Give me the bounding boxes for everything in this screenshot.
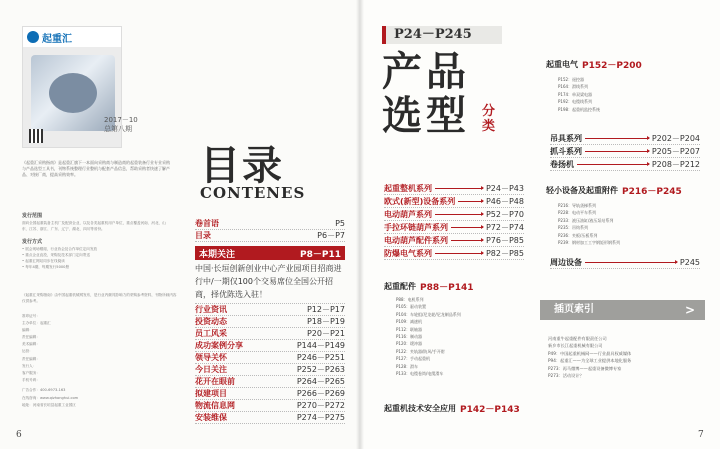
list-item: P236：夹板/压板系列	[558, 232, 598, 238]
list-item: P235：吊钩系列	[558, 225, 589, 231]
list-item: P239：钢材加工工字钢矩形钢系列	[558, 240, 621, 246]
category-item[interactable]: 电动葫芦系列 P52－P70	[384, 208, 524, 221]
masthead-info: 准印证号： 主办单位：起重汇 编辑： 责任编辑： 美术编辑： 运营： 责任编辑： 发行人： 客户服务： 手机号码：	[22, 314, 51, 382]
list-item: P152：遥控器	[558, 77, 585, 82]
list-item: P116：制动器	[396, 334, 423, 340]
arrow-right-icon	[458, 201, 483, 202]
classification-label: 分类	[482, 104, 496, 134]
list-item: P122：夹轨器/防风/手开钳	[396, 348, 445, 354]
toc-item[interactable]: 物流信息网 P270－P272	[195, 401, 345, 410]
toc-title-en: CONTENES	[200, 184, 306, 202]
spine-shadow	[356, 0, 364, 449]
toc-item[interactable]: 安装维保 P274－P275	[195, 413, 345, 422]
toc-item[interactable]: 今日关注 P252－P263	[195, 365, 345, 374]
light-equipment-list	[558, 202, 620, 246]
toc-item[interactable]: 投资动态 P18－P19	[195, 317, 345, 326]
list-item: P228：电动平车系列	[558, 210, 597, 216]
arrow-right-icon	[435, 188, 483, 189]
list-item: P273：再马微博——起重设备微博专家	[548, 365, 622, 371]
list-item: P216：导轨货梯系列	[558, 203, 597, 208]
list-item: P120：缓冲器	[396, 341, 423, 347]
logo-icon	[27, 31, 39, 43]
toc-item[interactable]: 卷首语 P5	[195, 219, 345, 228]
contact-info: 广告合作：400-6973-163 在线咨询：www.qizhonghui.com 地址：河南省长垣县起重工业园区	[22, 388, 79, 407]
list-item: P198：起重机监控系统	[558, 106, 601, 112]
list-item: P174：单双梁电器	[558, 91, 593, 97]
right-page	[360, 0, 720, 449]
page-number-left: 6	[16, 430, 22, 440]
product-selection-title: 产品 选型	[382, 48, 470, 139]
cover-logo-text: 起重汇	[42, 33, 72, 45]
safety-heading[interactable]: 起重机技术安全应用 P142－P143	[384, 404, 520, 415]
list-item: P273：活动设计？	[548, 373, 584, 379]
category-item[interactable]: 电动葫芦配件系列 P76－P85	[384, 234, 524, 247]
channel-heading: 发行方式	[22, 239, 43, 245]
surround-equipment	[550, 256, 700, 269]
list-item: P104：车轮组/尼龙轮/尼龙制品系列	[396, 311, 461, 317]
arrow-right-icon	[451, 227, 483, 228]
parts-heading[interactable]: 起重配件 P88－P141	[384, 282, 474, 293]
qr-code-icon	[29, 129, 43, 143]
category-item[interactable]: 防爆电气系列 P82－P85	[384, 247, 524, 260]
list-item: 河南重牛起重配件有限责任公司	[548, 336, 607, 341]
list-item: P49：中国起重机械网——行业最具权威媒体	[548, 350, 632, 356]
page-number-right: 7	[698, 430, 704, 440]
arrow-right-icon	[585, 151, 649, 152]
light-equipment-heading[interactable]: 轻小设备及起重附件 P216－P245	[546, 186, 682, 197]
publication-notice: 《起重汇采购指南》由中国起重机械网发布，是行业内颇具影响力的采购参考资料，刊物所载内容仅供参考。	[22, 293, 177, 303]
toc-item[interactable]: 花开在眼前 P264－P265	[195, 377, 345, 386]
category-item[interactable]: 周边设备 P245	[550, 256, 700, 269]
category-item[interactable]: 欧式(新型)设备系列 P46－P48	[384, 195, 524, 208]
toc-item[interactable]: 目录 P6－P7	[195, 231, 345, 240]
arrow-right-icon	[577, 164, 649, 165]
toc-list	[195, 218, 345, 424]
list-item: P233：液压油缸/液压泵站系列	[558, 217, 614, 223]
toc-item[interactable]: 成功案例分享 P144－P149	[195, 341, 345, 350]
toc-item[interactable]: 员工风采 P20－P21	[195, 329, 345, 338]
parts-list	[396, 296, 461, 377]
misc-category-list	[550, 132, 700, 171]
distribution-body: 面向全国起重装备主机厂及配套企业，以及各类起重机用户单位，重点覆盖河南、河北、山东、江苏、浙江、广东、辽宁、湖北、四川等省份。	[22, 221, 166, 231]
list-item: P112：联轴器	[396, 326, 423, 332]
list-item: 新乡市长江起重机械有限公司	[548, 343, 603, 349]
category-item[interactable]: 抓斗系列 P205－P207	[550, 145, 700, 158]
list-item: P192：电缆线系列	[558, 99, 593, 105]
list-item: P88：电机系列	[396, 297, 424, 302]
distribution-heading: 发行范围	[22, 213, 43, 219]
cover-logo-bar	[23, 27, 121, 47]
insert-index-list	[548, 335, 631, 379]
insert-index-tab[interactable]: 插页索引 >	[540, 300, 705, 320]
cover-date: 2017－10 总第八期	[104, 116, 138, 133]
product-range-tab: P24－P245	[382, 26, 502, 44]
toc-focus-banner[interactable]: 本期关注 P8－P11	[195, 246, 345, 260]
category-item[interactable]: 吊具系列 P202－P204	[550, 132, 700, 145]
arrow-right-icon	[585, 262, 677, 263]
arrow-right-icon	[435, 214, 483, 215]
list-item: P128：滑车	[396, 363, 419, 369]
list-item: P94：起重汇——为全球工业提供本地化服务	[548, 358, 632, 364]
toc-focus-intro: 中国·长垣创新创业中心产业园项目招商进行中/一期仅100个交易席位全国公开招商，择优陈选入驻！	[195, 260, 345, 304]
category-item[interactable]: 手拉环链葫芦系列 P72－P74	[384, 221, 524, 234]
electrical-list	[558, 76, 600, 113]
list-item: P127：手动起重机	[396, 356, 431, 362]
arrow-right-icon	[585, 138, 649, 139]
channel-list: • 展会现场赠阅，行业协会及合作单位定向发放 • 重点企业直投，采购及技术部门定向寄送 • 起重汇网站同步在线阅读 • 每年4期，每期发行5000册	[22, 247, 98, 269]
intro-blurb: 《起重汇采购指南》是起重汇旗下一本面向采购商与制造商的起重装备行业专业采购与产品选型工具书，刊物系统整理行业整机与配套产品信息，帮助采购者快速了解产品、对接厂商，提高采购效率。	[22, 160, 170, 177]
electrical-heading[interactable]: 起重电气 P152－P200	[546, 60, 642, 71]
toc-item[interactable]: 领导关怀 P246－P251	[195, 353, 345, 362]
list-item: P133：电缆卷筒/电缆滑车	[396, 371, 444, 377]
toc-item[interactable]: 拟建项目 P266－P269	[195, 389, 345, 398]
list-item: P109：减速机	[396, 319, 423, 325]
toc-title-cn: 目录	[200, 142, 284, 189]
cover-image	[31, 55, 115, 131]
toc-item[interactable]: 行业资讯 P12－P17	[195, 305, 345, 314]
main-category-list	[384, 182, 524, 260]
list-item: P164：滑线系列	[558, 84, 589, 90]
arrow-right-icon	[435, 253, 483, 254]
list-item: P105：驱动装置	[396, 304, 427, 310]
arrow-right-icon	[451, 240, 483, 241]
category-item[interactable]: 起重整机系列 P24－P43	[384, 182, 524, 195]
chevron-right-icon: >	[684, 303, 695, 317]
category-item[interactable]: 卷扬机 P208－P212	[550, 158, 700, 171]
